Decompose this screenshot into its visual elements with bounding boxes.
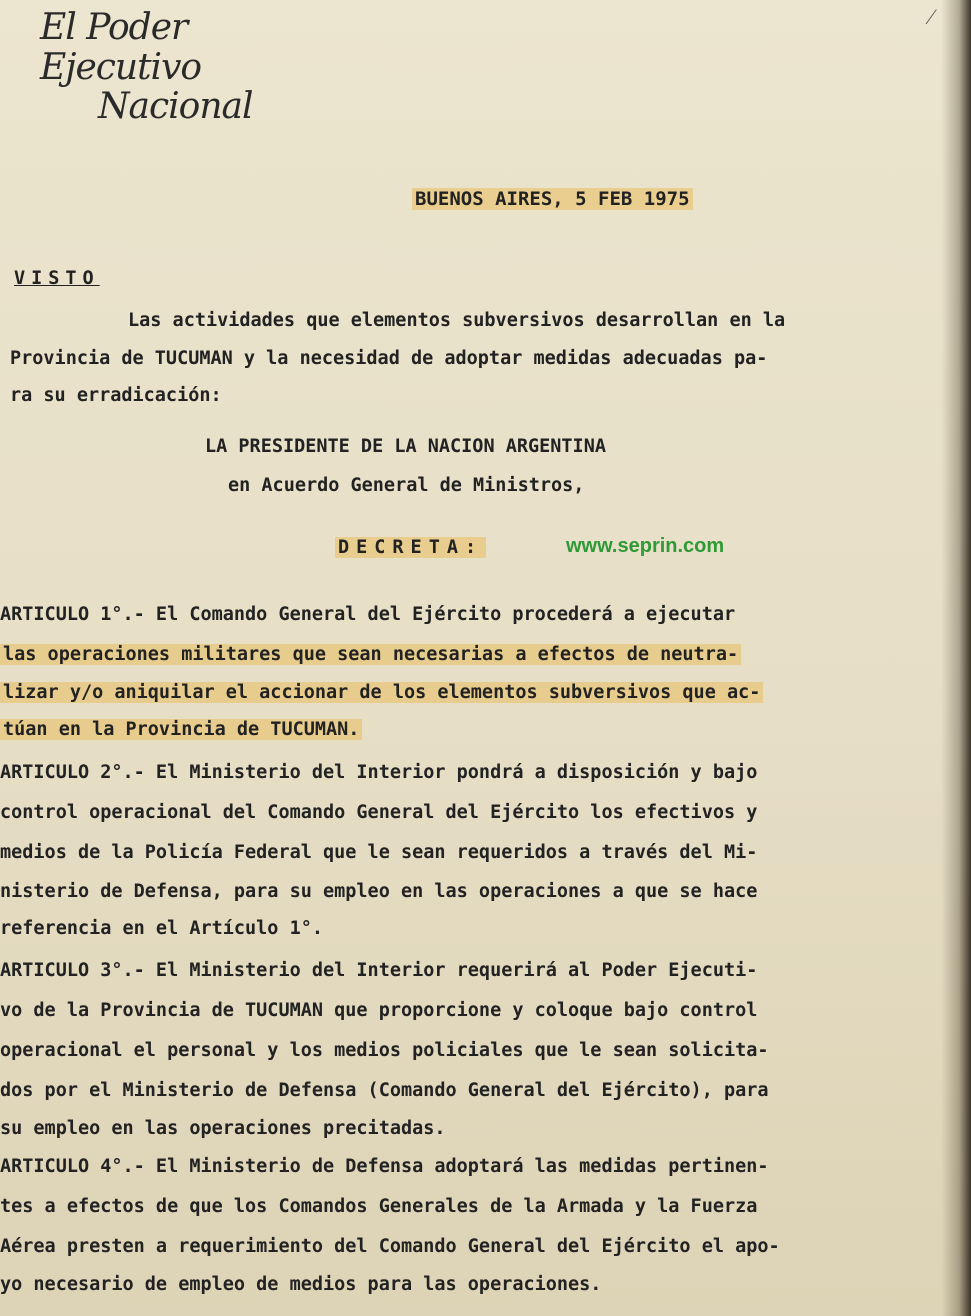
article-1-line-4-text: túan en la Provincia de TUCUMAN.	[0, 719, 362, 740]
visto-heading: VISTO	[14, 268, 100, 289]
visto-line-2: Provincia de TUCUMAN y la necesidad de adoptar medidas adecuadas pa-	[10, 348, 768, 369]
article-1-line-3	[0, 682, 763, 703]
article-1-line-3-text: lizar y/o aniquilar el accionar de los elementos subversivos que ac-	[0, 682, 763, 703]
article-1-line-2	[0, 644, 741, 665]
letterhead-line-2: Nacional	[98, 86, 253, 128]
article-2-line-5: referencia en el Artículo 1°.	[0, 918, 324, 939]
article-4-line-2: tes a efectos de que los Comandos Generales de la Armada y la Fuerza	[0, 1196, 758, 1217]
watermark-url: www.seprin.com	[566, 535, 725, 557]
date-line-text: BUENOS AIRES, 5 FEB 1975	[412, 188, 693, 210]
authority-line-2: en Acuerdo General de Ministros,	[228, 475, 585, 496]
letterhead	[40, 8, 330, 127]
article-4-line-1: ARTICULO 4°.- El Ministerio de Defensa adoptará las medidas pertinen-	[0, 1156, 769, 1177]
date-line	[412, 188, 693, 210]
page-edge-shadow	[941, 0, 971, 1316]
article-3-line-3: operacional el personal y los medios policiales que le sean solicita-	[0, 1040, 769, 1061]
letterhead-line-1: El Poder Ejecutivo	[40, 7, 202, 88]
visto-line-1: Las actividades que elementos subversivos desarrollan en la	[128, 310, 786, 331]
decreta-heading-text: DECRETA:	[335, 537, 486, 558]
decreta-heading	[335, 537, 486, 558]
article-2-line-4: nisterio de Defensa, para su empleo en las operaciones a que se hace	[0, 881, 758, 902]
article-4-line-4: yo necesario de empleo de medios para las operaciones.	[0, 1274, 602, 1295]
authority-line-1: LA PRESIDENTE DE LA NACION ARGENTINA	[205, 436, 606, 457]
article-2-line-1: ARTICULO 2°.- El Ministerio del Interior pondrá a disposición y bajo	[0, 762, 758, 783]
article-3-line-1: ARTICULO 3°.- El Ministerio del Interior requerirá al Poder Ejecuti-	[0, 960, 758, 981]
article-3-line-4: dos por el Ministerio de Defensa (Comando General del Ejército), para	[0, 1080, 769, 1101]
article-3-line-2: vo de la Provincia de TUCUMAN que proporcione y coloque bajo control	[0, 1000, 758, 1021]
article-2-line-3: medios de la Policía Federal que le sean requeridos a través del Mi-	[0, 842, 758, 863]
visto-line-3: ra su erradicación:	[10, 385, 222, 406]
article-4-line-3: Aérea presten a requerimiento del Comando General del Ejército el apo-	[0, 1236, 780, 1257]
article-1-line-4	[0, 719, 362, 740]
article-3-line-5: su empleo en las operaciones precitadas.	[0, 1118, 446, 1139]
article-1-line-1: ARTICULO 1°.- El Comando General del Ejército procederá a ejecutar	[0, 604, 736, 625]
article-1-line-2-text: las operaciones militares que sean necesarias a efectos de neutra-	[0, 644, 741, 665]
article-2-line-2: control operacional del Comando General del Ejército los efectivos y	[0, 802, 758, 823]
corner-pencil-mark: ⁄	[929, 5, 933, 30]
